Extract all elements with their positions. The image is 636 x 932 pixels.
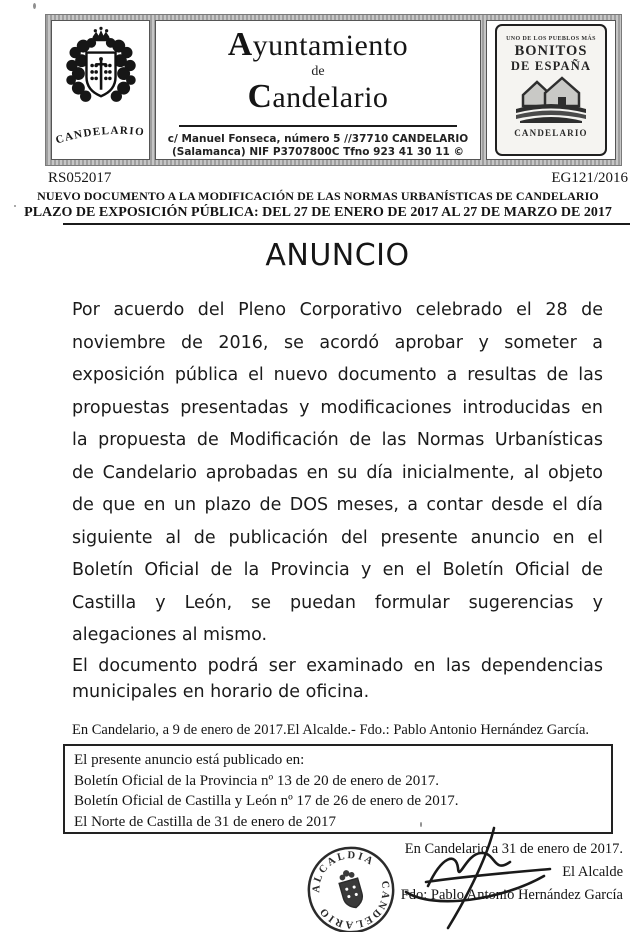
body-line: de que en un plazo de DOS meses, a contar desde el día	[72, 495, 603, 515]
body-line: municipales en horario de oficina.	[72, 682, 370, 702]
body-line: El documento podrá ser examinado en las dependencias	[72, 656, 603, 676]
badge-tagline: UNO DE LOS PUEBLOS MÁS	[506, 36, 596, 42]
closing-signer-name: Fdo: Pablo Antonio Hernández García	[400, 887, 623, 903]
announcement-paragraph-2	[72, 653, 603, 705]
title-divider	[179, 125, 458, 127]
document-subject: NUEVO DOCUMENTO A LA MODIFICACIÓN DE LAS NORMAS URBANÍSTICAS DE CANDELARIO	[37, 189, 599, 203]
org-title-line3: Candelario	[247, 78, 389, 115]
publications-box	[63, 744, 613, 834]
award-badge-panel	[486, 20, 616, 160]
address-line1: c/ Manuel Fonseca, número 5 //37710 CANDELARIO	[167, 133, 469, 145]
municipal-coat-of-arms-panel	[51, 20, 150, 160]
closing-place-date: En Candelario a 31 de enero de 2017.	[404, 841, 623, 857]
seal-caption-arc	[53, 123, 149, 149]
org-title-line1: Ayuntamiento	[227, 26, 409, 63]
badge-line2: DE ESPAÑA	[510, 59, 592, 73]
dateline-signature-reference: En Candelario, a 9 de enero de 2017.El Alcalde.- Fdo.: Pablo Antonio Hernández García.	[72, 722, 590, 738]
body-line: Castilla y León, se puedan formular sugerencias y	[72, 592, 603, 613]
body-line: alegaciones al mismo.	[72, 625, 268, 645]
reference-numbers	[48, 170, 628, 187]
address-line2: (Salamanca) NIF P3707800C Tfno 923 41 30 11 ©	[171, 146, 465, 158]
org-title-line2: de	[311, 64, 325, 79]
village-hills-icon	[514, 73, 588, 123]
stamp-shield-icon	[336, 868, 365, 910]
scan-speck	[33, 3, 36, 9]
body-line: siguiente al de publicación del presente anuncio en el	[72, 527, 603, 548]
body-line: exposición pública el nuevo documento a resultas de las	[72, 365, 603, 385]
bonitos-badge	[495, 24, 607, 156]
stamp-text-alcaldia: ALCALDIA	[311, 850, 377, 894]
scan-speck	[420, 822, 422, 827]
publication-item: Boletín Oficial de Castilla y León nº 17 de 26 de enero de 2017.	[74, 793, 459, 809]
stamp-text-candelario: CANDELARIO	[317, 880, 391, 930]
announcement-heading: ANUNCIO	[265, 238, 410, 273]
announcement-paragraph-1	[72, 294, 603, 652]
closing-signer-title: El Alcalde	[562, 864, 623, 880]
body-line: Boletín Oficial de la Provincia y en el Boletín Oficial de	[72, 560, 603, 580]
body-line: propuestas presentadas y modificaciones introducidas en	[72, 397, 603, 418]
publications-intro: El presente anuncio está publicado en:	[74, 752, 305, 768]
body-line: noviembre de 2016, se acordó aprobar y someter a	[72, 332, 603, 353]
publication-item: El Norte de Castilla de 31 de enero de 2017	[74, 813, 337, 830]
body-line: Por acuerdo del Pleno Corporativo celebrado el 28 de	[72, 300, 603, 320]
scan-speck	[14, 205, 16, 207]
body-line: la propuesta de Modificación de las Normas Urbanísticas	[72, 430, 603, 450]
expedient-number: EG121/2016	[551, 170, 628, 186]
coat-of-arms-icon	[59, 25, 143, 127]
registry-number: RS052017	[48, 170, 112, 186]
exposure-period: PLAZO DE EXPOSICIÓN PÚBLICA: DEL 27 DE ENERO DE 2017 AL 27 DE MARZO DE 2017	[24, 205, 612, 220]
letterhead	[45, 14, 622, 166]
publication-item: Boletín Oficial de la Provincia nº 13 de 20 de enero de 2017.	[74, 772, 439, 789]
horizontal-rule	[63, 223, 630, 225]
svg-text:CANDELARIO	[54, 125, 145, 147]
seal-caption-text: CANDELARIO	[53, 124, 146, 147]
badge-line1: BONITOS	[514, 43, 588, 59]
badge-caption: CANDELARIO	[514, 128, 588, 138]
body-line: de Candelario aprobadas en su día inicialmente, al objeto	[72, 462, 603, 483]
letterhead-title-panel	[155, 20, 481, 160]
